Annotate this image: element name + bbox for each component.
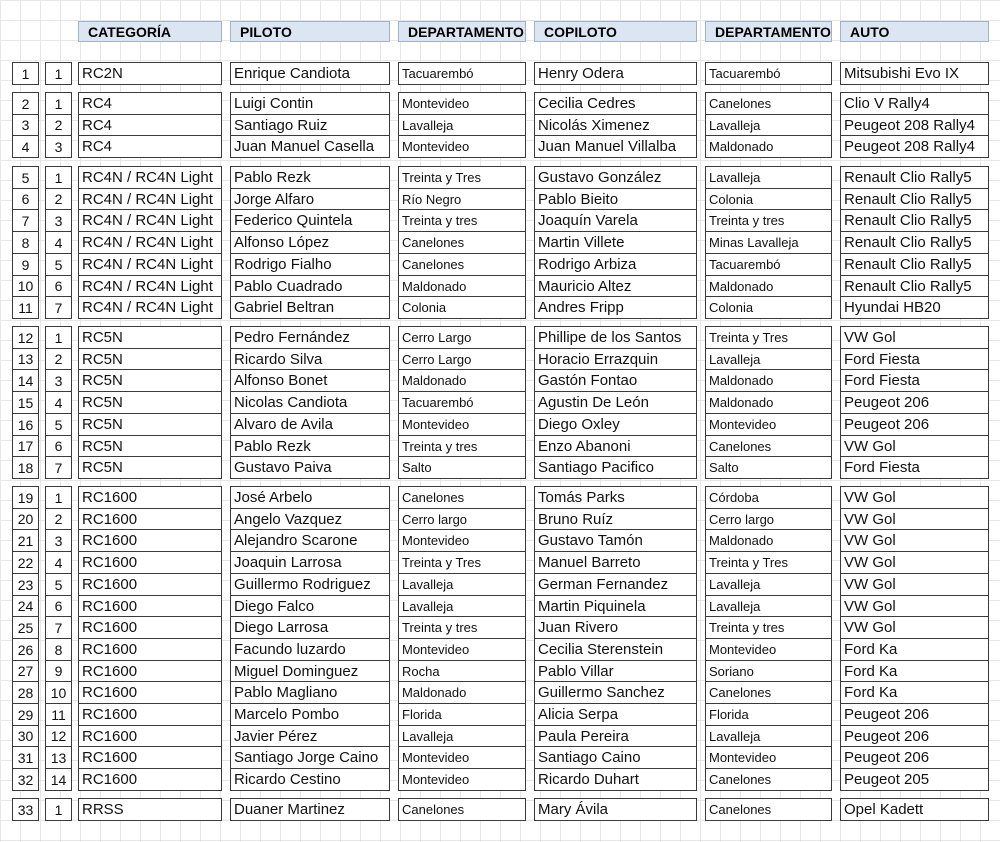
- cell-auto: Ford Ka: [840, 681, 989, 704]
- cell-auto: Peugeot 205: [840, 768, 989, 791]
- cell-departamento-copiloto: Montevideo: [705, 413, 832, 436]
- cell-orden: 1: [45, 326, 72, 349]
- cell-departamento-copiloto: Canelones: [705, 768, 832, 791]
- cell-auto: VW Gol: [840, 508, 989, 530]
- cell-departamento-piloto: Lavalleja: [398, 114, 526, 136]
- cell-categoria: RC5N: [78, 413, 222, 436]
- cell-orden: 1: [45, 166, 72, 189]
- cell-departamento-copiloto: Montevideo: [705, 746, 832, 769]
- cell-auto: VW Gol: [840, 595, 989, 617]
- cell-departamento-piloto: Canelones: [398, 253, 526, 276]
- cell-departamento-piloto: Salto: [398, 456, 526, 479]
- cell-departamento-piloto: Montevideo: [398, 638, 526, 661]
- cell-departamento-piloto: Montevideo: [398, 413, 526, 436]
- cell-copiloto: Santiago Caino: [534, 746, 697, 769]
- cell-piloto: Santiago Ruiz: [230, 114, 390, 136]
- cell-departamento-piloto: Lavalleja: [398, 725, 526, 747]
- cell-departamento-piloto: Canelones: [398, 798, 526, 821]
- cell-departamento-copiloto: Maldonado: [705, 529, 832, 552]
- cell-orden: 2: [45, 508, 72, 530]
- cell-numero: 15: [12, 391, 39, 414]
- cell-departamento-copiloto: Maldonado: [705, 369, 832, 392]
- cell-copiloto: Andres Fripp: [534, 296, 697, 319]
- cell-categoria: RC4: [78, 92, 222, 115]
- cell-numero: 24: [12, 595, 39, 617]
- cell-copiloto: Nicolás Ximenez: [534, 114, 697, 136]
- cell-auto: Renault Clio Rally5: [840, 209, 989, 232]
- cell-categoria: RC4N / RC4N Light: [78, 275, 222, 297]
- cell-copiloto: Guillermo Sanchez: [534, 681, 697, 704]
- cell-categoria: RC5N: [78, 348, 222, 370]
- cell-numero: 33: [12, 798, 39, 821]
- cell-orden: 5: [45, 413, 72, 436]
- cell-departamento-piloto: Tacuarembó: [398, 391, 526, 414]
- header-copiloto: COPILOTO: [534, 21, 697, 42]
- cell-copiloto: Diego Oxley: [534, 413, 697, 436]
- cell-piloto: Gustavo Paiva: [230, 456, 390, 479]
- cell-auto: VW Gol: [840, 486, 989, 509]
- header-auto: AUTO: [840, 21, 989, 42]
- cell-categoria: RC1600: [78, 703, 222, 726]
- cell-categoria: RC1600: [78, 638, 222, 661]
- cell-auto: VW Gol: [840, 573, 989, 596]
- cell-orden: 6: [45, 275, 72, 297]
- cell-piloto: Enrique Candiota: [230, 62, 390, 85]
- cell-numero: 32: [12, 768, 39, 791]
- cell-copiloto: Cecilia Cedres: [534, 92, 697, 115]
- cell-categoria: RC1600: [78, 616, 222, 639]
- cell-categoria: RC5N: [78, 456, 222, 479]
- cell-auto: Peugeot 206: [840, 746, 989, 769]
- cell-piloto: Guillermo Rodriguez: [230, 573, 390, 596]
- cell-numero: 2: [12, 92, 39, 115]
- cell-departamento-copiloto: Soriano: [705, 660, 832, 682]
- cell-numero: 7: [12, 209, 39, 232]
- cell-departamento-copiloto: Maldonado: [705, 135, 832, 158]
- cell-categoria: RC4N / RC4N Light: [78, 253, 222, 276]
- cell-numero: 13: [12, 348, 39, 370]
- cell-piloto: Marcelo Pombo: [230, 703, 390, 726]
- cell-departamento-piloto: Montevideo: [398, 135, 526, 158]
- cell-numero: 14: [12, 369, 39, 392]
- cell-auto: Ford Fiesta: [840, 369, 989, 392]
- cell-orden: 14: [45, 768, 72, 791]
- cell-auto: Renault Clio Rally5: [840, 166, 989, 189]
- cell-departamento-piloto: Lavalleja: [398, 595, 526, 617]
- cell-departamento-piloto: Treinta y tres: [398, 616, 526, 639]
- cell-categoria: RC5N: [78, 326, 222, 349]
- cell-departamento-piloto: Montevideo: [398, 746, 526, 769]
- cell-categoria: RC1600: [78, 573, 222, 596]
- cell-numero: 29: [12, 703, 39, 726]
- cell-piloto: Pedro Fernández: [230, 326, 390, 349]
- cell-piloto: Diego Larrosa: [230, 616, 390, 639]
- cell-categoria: RC4N / RC4N Light: [78, 231, 222, 254]
- cell-departamento-piloto: Canelones: [398, 486, 526, 509]
- cell-departamento-piloto: Canelones: [398, 231, 526, 254]
- cell-orden: 1: [45, 798, 72, 821]
- cell-numero: 25: [12, 616, 39, 639]
- cell-departamento-copiloto: Canelones: [705, 798, 832, 821]
- cell-orden: 7: [45, 616, 72, 639]
- cell-numero: 27: [12, 660, 39, 682]
- cell-copiloto: Phillipe de los Santos: [534, 326, 697, 349]
- cell-categoria: RC2N: [78, 62, 222, 85]
- cell-categoria: RC1600: [78, 508, 222, 530]
- cell-departamento-piloto: Florida: [398, 703, 526, 726]
- cell-copiloto: Gustavo González: [534, 166, 697, 189]
- header-departamento-copiloto: DEPARTAMENTO: [705, 21, 832, 42]
- cell-numero: 11: [12, 296, 39, 319]
- cell-departamento-piloto: Cerro Largo: [398, 326, 526, 349]
- cell-piloto: Rodrigo Fialho: [230, 253, 390, 276]
- cell-departamento-piloto: Treinta y tres: [398, 209, 526, 232]
- cell-categoria: RC4N / RC4N Light: [78, 188, 222, 210]
- cell-copiloto: Paula Pereira: [534, 725, 697, 747]
- cell-departamento-piloto: Treinta y tres: [398, 435, 526, 457]
- cell-categoria: RC1600: [78, 551, 222, 574]
- cell-departamento-copiloto: Colonia: [705, 296, 832, 319]
- cell-auto: Ford Fiesta: [840, 348, 989, 370]
- cell-piloto: Alvaro de Avila: [230, 413, 390, 436]
- cell-orden: 1: [45, 92, 72, 115]
- cell-auto: Renault Clio Rally5: [840, 275, 989, 297]
- cell-piloto: Alfonso López: [230, 231, 390, 254]
- cell-categoria: RC4N / RC4N Light: [78, 296, 222, 319]
- cell-piloto: Duaner Martinez: [230, 798, 390, 821]
- cell-piloto: Alfonso Bonet: [230, 369, 390, 392]
- cell-numero: 8: [12, 231, 39, 254]
- cell-orden: 6: [45, 595, 72, 617]
- cell-numero: 6: [12, 188, 39, 210]
- cell-copiloto: Enzo Abanoni: [534, 435, 697, 457]
- cell-departamento-piloto: Río Negro: [398, 188, 526, 210]
- cell-piloto: Angelo Vazquez: [230, 508, 390, 530]
- cell-orden: 9: [45, 660, 72, 682]
- cell-orden: 5: [45, 253, 72, 276]
- cell-categoria: RC1600: [78, 595, 222, 617]
- cell-categoria: RC1600: [78, 768, 222, 791]
- cell-numero: 9: [12, 253, 39, 276]
- cell-piloto: Diego Falco: [230, 595, 390, 617]
- cell-copiloto: Joaquín Varela: [534, 209, 697, 232]
- cell-departamento-copiloto: Florida: [705, 703, 832, 726]
- cell-copiloto: Santiago Pacifico: [534, 456, 697, 479]
- cell-auto: Ford Ka: [840, 638, 989, 661]
- cell-copiloto: Ricardo Duhart: [534, 768, 697, 791]
- cell-orden: 3: [45, 209, 72, 232]
- cell-copiloto: Horacio Errazquin: [534, 348, 697, 370]
- cell-copiloto: Mary Ávila: [534, 798, 697, 821]
- cell-orden: 3: [45, 529, 72, 552]
- cell-piloto: José Arbelo: [230, 486, 390, 509]
- cell-numero: 28: [12, 681, 39, 704]
- cell-auto: VW Gol: [840, 551, 989, 574]
- cell-orden: 2: [45, 114, 72, 136]
- cell-auto: Peugeot 208 Rally4: [840, 114, 989, 136]
- cell-auto: Peugeot 208 Rally4: [840, 135, 989, 158]
- cell-departamento-copiloto: Lavalleja: [705, 348, 832, 370]
- cell-orden: 8: [45, 638, 72, 661]
- cell-auto: VW Gol: [840, 616, 989, 639]
- cell-orden: 1: [45, 486, 72, 509]
- cell-departamento-piloto: Lavalleja: [398, 573, 526, 596]
- cell-numero: 12: [12, 326, 39, 349]
- cell-orden: 1: [45, 62, 72, 85]
- cell-departamento-copiloto: Minas Lavalleja: [705, 231, 832, 254]
- cell-orden: 6: [45, 435, 72, 457]
- cell-orden: 3: [45, 135, 72, 158]
- cell-auto: Peugeot 206: [840, 413, 989, 436]
- cell-categoria: RC5N: [78, 369, 222, 392]
- cell-orden: 4: [45, 231, 72, 254]
- cell-orden: 3: [45, 369, 72, 392]
- cell-auto: VW Gol: [840, 435, 989, 457]
- cell-piloto: Javier Pérez: [230, 725, 390, 747]
- cell-numero: 30: [12, 725, 39, 747]
- cell-orden: 4: [45, 391, 72, 414]
- cell-departamento-copiloto: Córdoba: [705, 486, 832, 509]
- cell-piloto: Ricardo Cestino: [230, 768, 390, 791]
- cell-departamento-copiloto: Maldonado: [705, 391, 832, 414]
- cell-orden: 11: [45, 703, 72, 726]
- cell-departamento-copiloto: Lavalleja: [705, 595, 832, 617]
- cell-departamento-copiloto: Lavalleja: [705, 573, 832, 596]
- cell-departamento-piloto: Rocha: [398, 660, 526, 682]
- cell-piloto: Joaquin Larrosa: [230, 551, 390, 574]
- cell-copiloto: Pablo Villar: [534, 660, 697, 682]
- cell-categoria: RC4: [78, 135, 222, 158]
- cell-copiloto: Rodrigo Arbiza: [534, 253, 697, 276]
- cell-copiloto: Manuel Barreto: [534, 551, 697, 574]
- cell-numero: 5: [12, 166, 39, 189]
- cell-copiloto: Alicia Serpa: [534, 703, 697, 726]
- cell-categoria: RC4N / RC4N Light: [78, 166, 222, 189]
- cell-numero: 20: [12, 508, 39, 530]
- cell-piloto: Ricardo Silva: [230, 348, 390, 370]
- header-piloto: PILOTO: [230, 21, 390, 42]
- cell-auto: Opel Kadett: [840, 798, 989, 821]
- cell-auto: VW Gol: [840, 529, 989, 552]
- cell-departamento-copiloto: Montevideo: [705, 638, 832, 661]
- cell-copiloto: Martin Villete: [534, 231, 697, 254]
- cell-departamento-copiloto: Cerro largo: [705, 508, 832, 530]
- cell-piloto: Alejandro Scarone: [230, 529, 390, 552]
- cell-auto: Renault Clio Rally5: [840, 188, 989, 210]
- cell-auto: Renault Clio Rally5: [840, 231, 989, 254]
- cell-departamento-copiloto: Tacuarembó: [705, 253, 832, 276]
- cell-orden: 4: [45, 551, 72, 574]
- cell-orden: 13: [45, 746, 72, 769]
- cell-numero: 4: [12, 135, 39, 158]
- cell-orden: 7: [45, 456, 72, 479]
- cell-departamento-piloto: Colonia: [398, 296, 526, 319]
- cell-departamento-copiloto: Maldonado: [705, 275, 832, 297]
- header-departamento-piloto: DEPARTAMENTO: [398, 21, 526, 42]
- cell-numero: 22: [12, 551, 39, 574]
- cell-copiloto: Martin Piquinela: [534, 595, 697, 617]
- cell-departamento-copiloto: Treinta y tres: [705, 616, 832, 639]
- cell-categoria: RC5N: [78, 435, 222, 457]
- cell-copiloto: Gastón Fontao: [534, 369, 697, 392]
- cell-copiloto: Pablo Bieito: [534, 188, 697, 210]
- cell-departamento-copiloto: Treinta y Tres: [705, 551, 832, 574]
- cell-numero: 26: [12, 638, 39, 661]
- cell-departamento-piloto: Treinta y Tres: [398, 166, 526, 189]
- cell-auto: Peugeot 206: [840, 703, 989, 726]
- cell-departamento-copiloto: Canelones: [705, 92, 832, 115]
- cell-departamento-piloto: Cerro largo: [398, 508, 526, 530]
- cell-departamento-piloto: Maldonado: [398, 369, 526, 392]
- cell-categoria: RRSS: [78, 798, 222, 821]
- cell-auto: Peugeot 206: [840, 391, 989, 414]
- cell-piloto: Pablo Magliano: [230, 681, 390, 704]
- cell-departamento-copiloto: Lavalleja: [705, 114, 832, 136]
- cell-copiloto: Agustin De León: [534, 391, 697, 414]
- cell-orden: 12: [45, 725, 72, 747]
- header-categoria: CATEGORÍA: [78, 21, 222, 42]
- cell-piloto: Nicolas Candiota: [230, 391, 390, 414]
- cell-piloto: Santiago Jorge Caino: [230, 746, 390, 769]
- cell-departamento-copiloto: Tacuarembó: [705, 62, 832, 85]
- cell-departamento-piloto: Treinta y Tres: [398, 551, 526, 574]
- cell-categoria: RC1600: [78, 725, 222, 747]
- cell-copiloto: Mauricio Altez: [534, 275, 697, 297]
- cell-departamento-piloto: Tacuarembó: [398, 62, 526, 85]
- cell-orden: 7: [45, 296, 72, 319]
- cell-departamento-copiloto: Salto: [705, 456, 832, 479]
- cell-orden: 5: [45, 573, 72, 596]
- cell-orden: 2: [45, 188, 72, 210]
- cell-copiloto: Tomás Parks: [534, 486, 697, 509]
- cell-departamento-copiloto: Lavalleja: [705, 166, 832, 189]
- cell-departamento-piloto: Montevideo: [398, 529, 526, 552]
- cell-copiloto: Juan Rivero: [534, 616, 697, 639]
- cell-auto: Clio V Rally4: [840, 92, 989, 115]
- cell-numero: 17: [12, 435, 39, 457]
- cell-departamento-piloto: Maldonado: [398, 681, 526, 704]
- cell-departamento-copiloto: Treinta y Tres: [705, 326, 832, 349]
- cell-categoria: RC1600: [78, 746, 222, 769]
- cell-departamento-copiloto: Treinta y tres: [705, 209, 832, 232]
- cell-auto: Ford Fiesta: [840, 456, 989, 479]
- cell-copiloto: Bruno Ruíz: [534, 508, 697, 530]
- cell-departamento-piloto: Cerro Largo: [398, 348, 526, 370]
- cell-categoria: RC1600: [78, 681, 222, 704]
- cell-piloto: Pablo Rezk: [230, 166, 390, 189]
- cell-piloto: Facundo luzardo: [230, 638, 390, 661]
- cell-piloto: Pablo Rezk: [230, 435, 390, 457]
- cell-piloto: Juan Manuel Casella: [230, 135, 390, 158]
- cell-departamento-copiloto: Colonia: [705, 188, 832, 210]
- cell-numero: 31: [12, 746, 39, 769]
- cell-auto: VW Gol: [840, 326, 989, 349]
- cell-copiloto: Juan Manuel Villalba: [534, 135, 697, 158]
- cell-numero: 3: [12, 114, 39, 136]
- cell-orden: 2: [45, 348, 72, 370]
- cell-piloto: Federico Quintela: [230, 209, 390, 232]
- cell-numero: 21: [12, 529, 39, 552]
- cell-numero: 16: [12, 413, 39, 436]
- cell-departamento-copiloto: Lavalleja: [705, 725, 832, 747]
- cell-categoria: RC1600: [78, 529, 222, 552]
- cell-auto: Hyundai HB20: [840, 296, 989, 319]
- cell-numero: 1: [12, 62, 39, 85]
- cell-copiloto: Cecilia Sterenstein: [534, 638, 697, 661]
- cell-departamento-piloto: Montevideo: [398, 768, 526, 791]
- cell-numero: 18: [12, 456, 39, 479]
- cell-numero: 19: [12, 486, 39, 509]
- cell-numero: 23: [12, 573, 39, 596]
- cell-piloto: Luigi Contin: [230, 92, 390, 115]
- cell-categoria: RC1600: [78, 660, 222, 682]
- cell-departamento-piloto: Maldonado: [398, 275, 526, 297]
- cell-auto: Renault Clio Rally5: [840, 253, 989, 276]
- cell-orden: 10: [45, 681, 72, 704]
- cell-categoria: RC5N: [78, 391, 222, 414]
- cell-piloto: Jorge Alfaro: [230, 188, 390, 210]
- cell-piloto: Pablo Cuadrado: [230, 275, 390, 297]
- cell-auto: Mitsubishi Evo IX: [840, 62, 989, 85]
- cell-auto: Ford Ka: [840, 660, 989, 682]
- cell-categoria: RC4: [78, 114, 222, 136]
- cell-departamento-copiloto: Canelones: [705, 681, 832, 704]
- cell-piloto: Miguel Dominguez: [230, 660, 390, 682]
- cell-piloto: Gabriel Beltran: [230, 296, 390, 319]
- cell-copiloto: Gustavo Tamón: [534, 529, 697, 552]
- cell-departamento-piloto: Montevideo: [398, 92, 526, 115]
- cell-copiloto: German Fernandez: [534, 573, 697, 596]
- cell-copiloto: Henry Odera: [534, 62, 697, 85]
- cell-auto: Peugeot 206: [840, 725, 989, 747]
- cell-categoria: RC4N / RC4N Light: [78, 209, 222, 232]
- cell-departamento-copiloto: Canelones: [705, 435, 832, 457]
- cell-numero: 10: [12, 275, 39, 297]
- cell-categoria: RC1600: [78, 486, 222, 509]
